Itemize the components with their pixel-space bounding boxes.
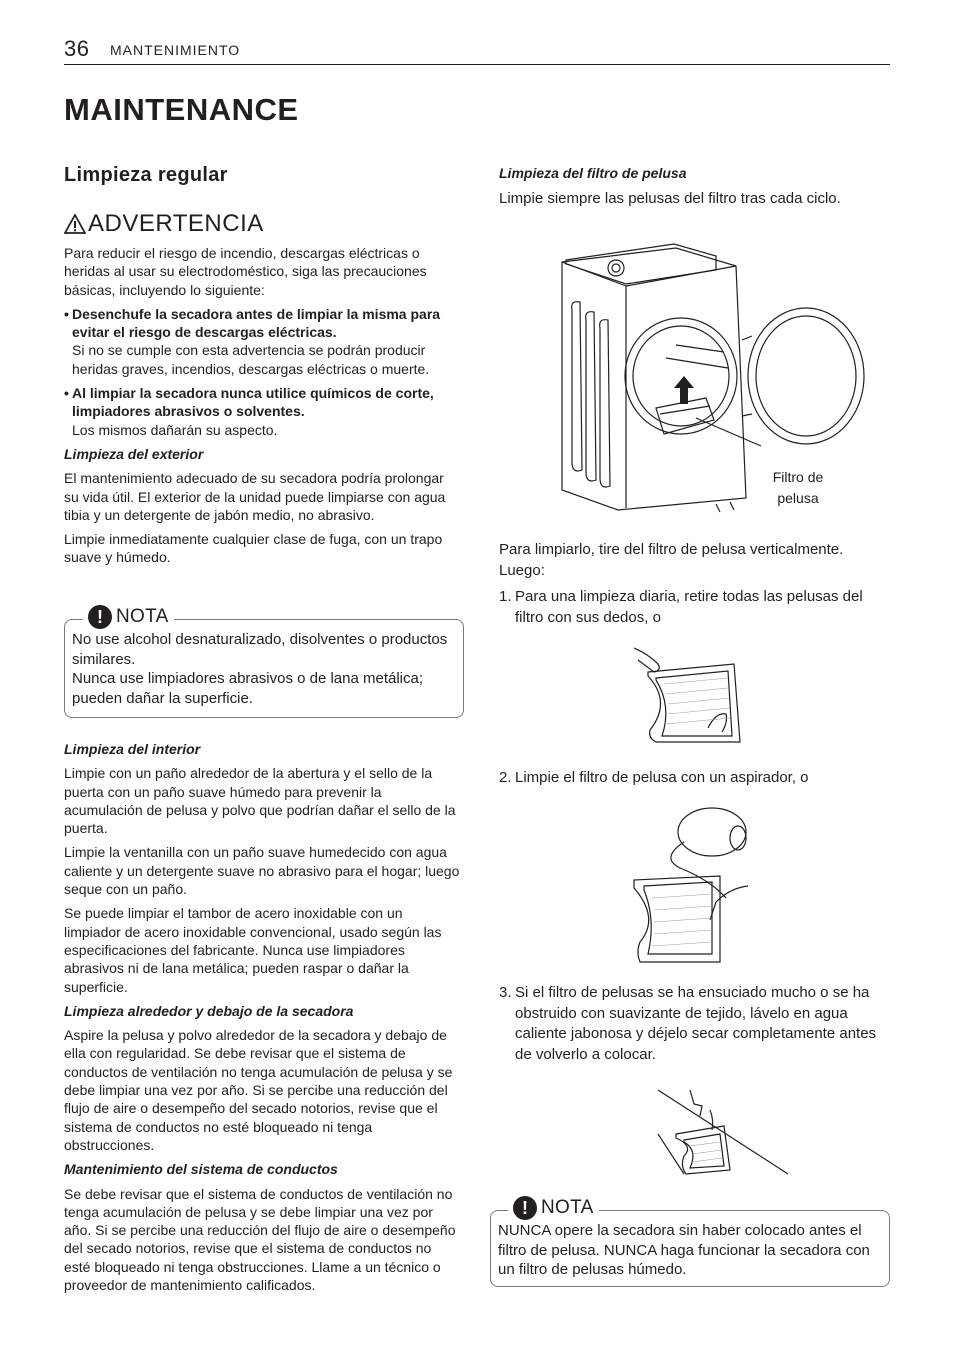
note-1-line-1: No use alcohol desnaturalizado, disolventes o productos similares.: [72, 631, 448, 668]
step-2-text: Limpie el filtro de pelusa con un aspirador, o: [515, 769, 809, 786]
note-2-body: [498, 1221, 882, 1280]
warning-heading: [64, 210, 264, 238]
page-title: MAINTENANCE: [64, 92, 299, 127]
bullet-dot: •: [64, 305, 69, 322]
section-subtitle: Limpieza regular: [64, 164, 228, 186]
around-heading: Limpieza alrededor y debajo de la secadora: [64, 1002, 354, 1019]
lint-filter-intro-block: [499, 189, 889, 210]
lint-filter-intro: Limpie siempre las pelusas del filtro tras cada ciclo.: [499, 190, 841, 207]
interior-paragraph-3: Se puede limpiar el tambor de acero inoxidable con un limpiador de acero inoxidable convencional, usado según las especificaciones del fabricante. Nunca use limpiadores abrasivos ni de lana metálica; pueden raspar o dañar la superficie.: [64, 905, 442, 995]
step-2-number: 2.: [499, 769, 512, 786]
page-number: 36: [64, 36, 90, 61]
bullet-dot: •: [64, 385, 69, 402]
note-2-label-text: NOTA: [541, 1197, 594, 1218]
step-1-number: 1.: [499, 588, 512, 605]
step-3-number: 3.: [499, 984, 512, 1001]
header-rule: [64, 64, 890, 65]
lint-filter-heading: Limpieza del filtro de pelusa: [499, 165, 687, 181]
interior-paragraph-2: Limpie la ventanilla con un paño suave humedecido con agua caliente y un detergente suave no abrasivo para el hogar; luego seque con un paño.: [64, 844, 460, 898]
lint-filter-heading-block: [499, 164, 889, 182]
warning-bullet-2: [64, 384, 460, 439]
note-2-text: NUNCA opere la secadora sin haber colocado antes el filtro de pelusa. NUNCA haga funcionar la secadora con un filtro de pelusas húmedo.: [498, 1222, 870, 1278]
warning-bullet-2-text: Los mismos dañarán su aspecto.: [72, 421, 278, 438]
warning-heading-text: ADVERTENCIA: [88, 210, 264, 237]
note-1-label-text: NOTA: [116, 606, 169, 627]
note-1-label: [83, 605, 174, 629]
warning-bullet-1: [64, 305, 460, 378]
callout-line-1: Filtro de: [772, 469, 824, 485]
filter-hand-illustration: [628, 642, 746, 748]
washing-illustration: [654, 1086, 792, 1178]
ducts-paragraph: Se debe revisar que el sistema de conductos de ventilación no tenga acumulación de pelusa y se debe limpiar una vez por año. Si se percibe una reducción del flujo de aire o desempeño del secado notorios, revise que el sistema de conductos no esté bloqueado ni tenga obstrucciones. Llame a un técnico o proveedor de mantenimiento calificados.: [64, 1185, 456, 1294]
section-label: MANTENIMIENTO: [110, 42, 241, 58]
exterior-paragraph-1: El mantenimiento adecuado de su secadora podría prolongar su vida útil. El exterior de la unidad puede limpiarse con agua tibia y un detergente de jabón medio, no abrasivo.: [64, 470, 446, 523]
lint-filter-callout: [760, 467, 836, 509]
vacuum-illustration: [630, 802, 752, 966]
left-column-bottom: [64, 740, 460, 1294]
warning-bullet-2-bold: Al limpiar la secadora nunca utilice químicos de corte, limpiadores abrasivos o solventes.: [72, 385, 434, 420]
exclamation-icon: !: [513, 1196, 537, 1220]
warning-triangle-icon: [64, 214, 86, 234]
lint-filter-pull-instruction: Para limpiarlo, tire del filtro de pelusa verticalmente. Luego:: [499, 541, 844, 579]
warning-bullet-1-text: Si no se cumple con esta advertencia se podrán producir heridas graves, incendios, descargas eléctricas o muerte.: [72, 342, 430, 377]
warning-bullet-1-bold: Desenchufe la secadora antes de limpiar la misma para evitar el riesgo de descargas eléctricas.: [72, 305, 441, 341]
step-3-text: Si el filtro de pelusas se ha ensuciado mucho o se ha obstruido con suavizante de tejido, lávelo en agua caliente jabonosa y déjelo secar completamente antes de volverlo a colocar.: [515, 984, 877, 1063]
step-3: [499, 983, 889, 1065]
exterior-heading: Limpieza del exterior: [64, 445, 204, 462]
note-1-body: [72, 630, 456, 708]
interior-paragraph-1: Limpie con un paño alrededor de la abertura y el sello de la puerta con un paño suave húmedo para prevenir la acumulación de pelusa y polvo que podrían dañar el sello de la puerta.: [64, 765, 456, 837]
left-column-top: [64, 244, 460, 567]
around-paragraph: Aspire la pelusa y polvo alrededor de la secadora y debajo de ella con regularidad. Se debe revisar que el sistema de conductos de ventilación no tenga acumulación de pelusa y se debe limpiar una vez por año. Si se percibe una reducción del flujo de aire o desempeño del secado notorios, revise que el sistema de conductos no esté bloqueado ni tenga obstrucciones.: [64, 1027, 453, 1153]
ducts-heading: Mantenimiento del sistema de conductos: [64, 1161, 338, 1178]
callout-line-2: pelusa: [777, 490, 819, 506]
warning-intro: Para reducir el riesgo de incendio, descargas eléctricas o heridas al usar su electrodoméstico, siga las precauciones básicas, incluyendo lo siguiente:: [64, 245, 427, 298]
lint-filter-instructions: [499, 540, 889, 628]
exterior-paragraph-2: Limpie inmediatamente cualquier clase de fuga, con un trapo suave y húmedo.: [64, 531, 443, 566]
step-1: [499, 587, 889, 628]
interior-heading: Limpieza del interior: [64, 741, 201, 757]
note-1-line-2: Nunca use limpiadores abrasivos o de lana metálica; pueden dañar la superficie.: [72, 670, 424, 707]
note-2-label: [508, 1196, 599, 1220]
exclamation-icon: !: [88, 605, 112, 629]
step-1-text: Para una limpieza diaria, retire todas las pelusas del filtro con sus dedos, o: [515, 588, 863, 626]
step-2-block: [499, 768, 889, 789]
step-3-block: [499, 983, 889, 1065]
step-2: [499, 768, 889, 789]
